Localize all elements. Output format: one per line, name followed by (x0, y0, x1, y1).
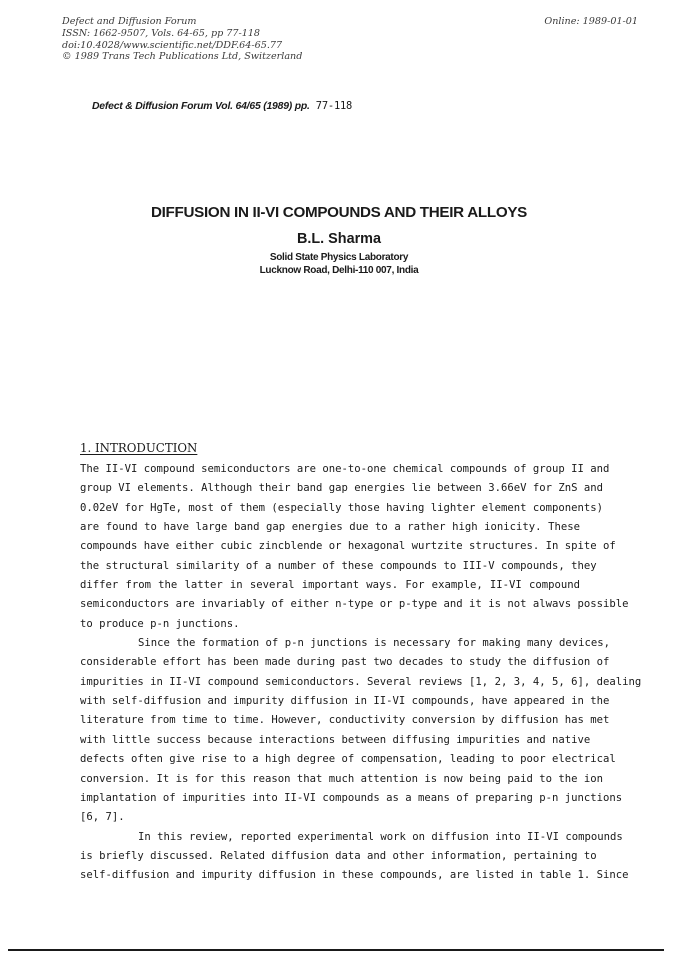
body-line: considerable effort has been made during past two decades to study the diffusion of (80, 656, 610, 669)
body-line: [6, 7]. (80, 811, 125, 824)
paper-title: DIFFUSION IN II-VI COMPOUNDS AND THEIR ALLOYS (150, 204, 528, 221)
affiliation-line-2: Lucknow Road, Delhi-110 007, India (259, 265, 419, 276)
body-line: conversion. It is for this reason that much attention is now being paid to the ion (80, 772, 603, 785)
body-text (80, 460, 642, 886)
body-line: with little success because interactions between diffusing impurities and native (80, 733, 591, 746)
body-line: In this review, reported experimental work on diffusion into II-VI compounds (138, 830, 623, 843)
body-line: differ from the latter in several important ways. For example, II-VI compound (80, 579, 580, 592)
body-line: compounds have either cubic zincblende or hexagonal wurtzite structures. In spite of (80, 540, 616, 553)
body-line: The II-VI compound semiconductors are one-to-one chemical compounds of group II and (80, 463, 610, 475)
body-line: the structural similarity of a number of these compounds to III-V compounds, they (80, 559, 597, 572)
body-line: defects often give rise to a high degree of compensation, leading to poor electrical (80, 753, 616, 766)
journal-reference (92, 100, 352, 112)
issn-line: ISSN: 1662-9507, Vols. 64-65, pp 77-118 (62, 27, 261, 39)
journal-name: Defect and Diffusion Forum (62, 16, 197, 27)
body-line: group VI elements. Although their band gap energies lie between 3.66eV for ZnS and (80, 482, 603, 495)
doi-line: doi:10.4028/www.scientific.net/DDF.64-65.77 (62, 39, 283, 51)
body-line: is briefly discussed. Related diffusion data and other information, pertaining to (80, 849, 597, 862)
journal-info-block (62, 16, 302, 63)
page-bottom-rule (8, 949, 664, 951)
body-line: impurities in II-VI compound semiconductors. Several reviews [1, 2, 3, 4, 5, 6], dealing (80, 675, 642, 688)
body-line: with self-diffusion and impurity diffusion in II-VI compounds, have appeared in the (80, 695, 610, 708)
journal-reference-text: Defect & Diffusion Forum Vol. 64/65 (1989) pp. (92, 101, 310, 112)
online-date: Online: 1989-01-01 (544, 16, 638, 27)
body-line: 0.02eV for HgTe, most of them (especially those having lighter element components) (80, 501, 603, 514)
body-line: to produce p-n junctions. (80, 617, 240, 630)
affiliation-line-1: Solid State Physics Laboratory (269, 252, 409, 263)
body-line: semiconductors are invariably of either n-type or p-type and it is not alwavs possible (80, 598, 629, 611)
body-line: literature from time to time. However, conductivity conversion by diffusion has met (80, 714, 610, 727)
body-line: implantation of impurities into II-VI compounds as a means of preparing p-n junctions (80, 791, 623, 804)
journal-reference-pages: 77-118 (309, 100, 353, 112)
section-heading: 1. INTRODUCTION (80, 441, 198, 455)
copyright-line: © 1989 Trans Tech Publications Ltd, Switzerland (62, 51, 303, 63)
body-line: Since the formation of p-n junctions is necessary for making many devices, (138, 637, 610, 650)
body-line: self-diffusion and impurity diffusion in these compounds, are listed in table 1. Since (80, 869, 629, 882)
author-name: B.L. Sharma (297, 231, 381, 247)
body-line: are found to have large band gap energies due to a rather high ionicity. These (80, 521, 580, 534)
